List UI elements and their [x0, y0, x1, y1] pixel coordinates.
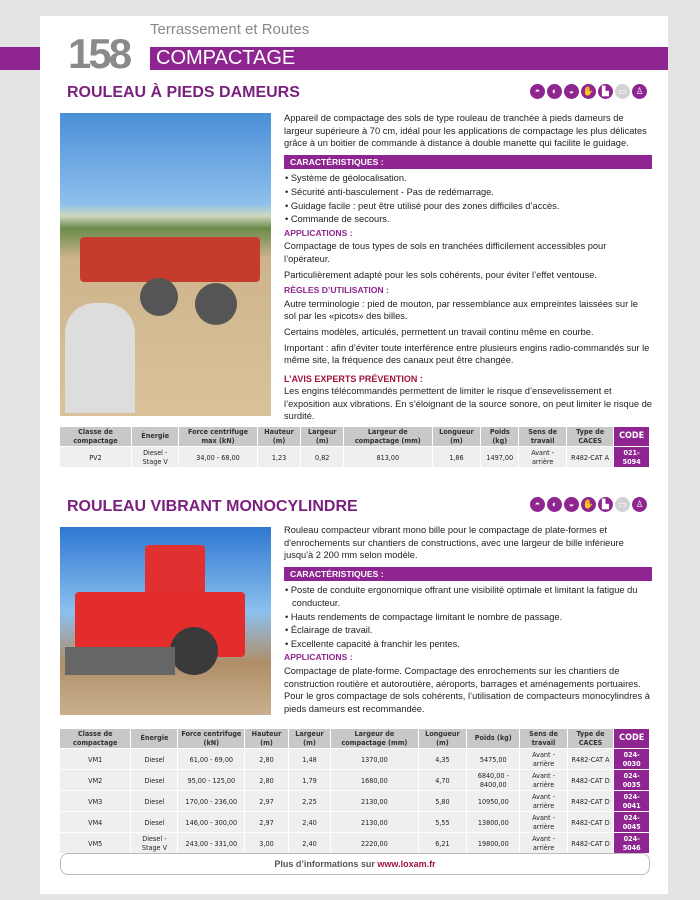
table-cell: 2,25	[288, 791, 330, 812]
table-cell: R482-CAT A	[567, 447, 614, 468]
product-code: 024-0035	[614, 770, 650, 791]
column-header: Type de CACES	[567, 729, 614, 749]
boots-icon: ▙	[598, 497, 613, 512]
column-header: Largeur de compactage (mm)	[344, 427, 432, 447]
table-cell: 4,70	[418, 770, 467, 791]
spec-table	[60, 729, 650, 853]
column-header: Largeur (m)	[301, 427, 344, 447]
safety-icons	[530, 497, 647, 512]
product-code: 024-0030	[614, 749, 650, 770]
column-header: Énergie	[131, 729, 178, 749]
table-cell: Avant - arrière	[520, 812, 567, 833]
application-text: Compactage de tous types de sols en tranchées difficilement accessibles pour l’opérateur.	[284, 241, 607, 264]
feature-item: • Guidage facile : peut être utilisé pour des zones difficiles d’accès.	[284, 200, 652, 213]
column-header: Longueur (m)	[418, 729, 467, 749]
table-cell: 1,48	[288, 749, 330, 770]
table-cell: Avant - arrière	[519, 447, 567, 468]
footer	[60, 853, 650, 875]
table-cell: Diesel - Stage V	[132, 447, 179, 468]
vest-icon: ♙	[632, 84, 647, 99]
table-row	[60, 791, 650, 812]
table-cell: Avant - arrière	[520, 749, 567, 770]
category-title: Terrassement et Routes	[150, 21, 310, 38]
helmet-icon: ◒	[564, 497, 579, 512]
table-cell: Avant - arrière	[520, 833, 567, 854]
table-cell: Diesel - Stage V	[131, 833, 178, 854]
table-cell: 1370,00	[331, 749, 418, 770]
product-code: 024-0045	[614, 812, 650, 833]
website-link[interactable]: www.loxam.fr	[377, 859, 436, 869]
table-cell: 4,35	[418, 749, 467, 770]
table-cell: 61,00 - 69,00	[178, 749, 245, 770]
table-cell: 2,80	[245, 749, 289, 770]
table-cell: 3,00	[245, 833, 289, 854]
table-cell: Avant - arrière	[520, 791, 567, 812]
mask-icon: ◐	[547, 497, 562, 512]
table-cell: 243,00 - 331,00	[178, 833, 245, 854]
column-header: Longueur (m)	[432, 427, 481, 447]
column-header: Largeur de compactage (mm)	[331, 729, 418, 749]
table-cell: 146,00 - 300,00	[178, 812, 245, 833]
gloves-icon: ✋	[581, 84, 596, 99]
table-cell: VM1	[60, 749, 131, 770]
column-header: Force centrifuge max (kN)	[179, 427, 257, 447]
product-title: ROULEAU VIBRANT MONOCYLINDRE	[67, 498, 358, 515]
table-cell: 2,97	[245, 791, 289, 812]
column-header: Hauteur (m)	[257, 427, 301, 447]
rule-text: Autre terminologie : pied de mouton, par ressemblance aux empreintes laissées sur le sol par les «picots» des billes.	[284, 298, 638, 322]
product-photo	[60, 113, 271, 416]
accent-band	[0, 47, 40, 70]
table-cell: 1,79	[288, 770, 330, 791]
table-cell: Diesel	[131, 791, 178, 812]
table-cell: 6,21	[418, 833, 467, 854]
gloves-icon: ✋	[581, 497, 596, 512]
column-header: Poids (kg)	[467, 729, 520, 749]
table-cell: R482-CAT D	[567, 833, 614, 854]
table-row	[60, 447, 650, 468]
product-code: 021-5094	[614, 447, 650, 468]
column-header: Classe de compactage	[60, 427, 132, 447]
column-header: Force centrifuge (kN)	[178, 729, 245, 749]
column-header: Classe de compactage	[60, 729, 131, 749]
table-cell: Diesel	[131, 812, 178, 833]
table-cell: 2130,00	[331, 791, 418, 812]
feature-item: • Éclairage de travail.	[284, 624, 652, 637]
table-cell: 170,00 - 236,00	[178, 791, 245, 812]
application-text: Particulièrement adapté pour les sols cohérents, pour éviter l’effet ventouse.	[284, 269, 597, 280]
ear-protection-icon: ◓	[530, 497, 545, 512]
section-title: COMPACTAGE	[150, 47, 668, 70]
page-number: 158	[68, 30, 130, 77]
feature-item: • Sécurité anti-basculement - Pas de redémarrage.	[284, 186, 652, 199]
boots-icon: ▙	[598, 84, 613, 99]
goggles-icon: ▭	[615, 497, 630, 512]
feature-item: • Commande de secours.	[284, 213, 652, 226]
table-cell: R482-CAT D	[567, 770, 614, 791]
table-cell: 1497,00	[481, 447, 519, 468]
product-details	[284, 524, 652, 718]
mask-icon: ◐	[547, 84, 562, 99]
feature-item: • Excellente capacité à franchir les pentes.	[284, 638, 652, 651]
product-code: 024-5046	[614, 833, 650, 854]
table-cell: 1,23	[257, 447, 301, 468]
product-photo	[60, 527, 271, 715]
rule-text: Certains modèles, articulés, permettent un travail continu même en courbe.	[284, 326, 594, 337]
column-header: Type de CACES	[567, 427, 614, 447]
table-cell: 0,82	[301, 447, 344, 468]
table-row	[60, 770, 650, 791]
column-header: Énergie	[132, 427, 179, 447]
vest-icon: ♙	[632, 497, 647, 512]
column-header: CODE	[614, 729, 650, 749]
description: Rouleau compacteur vibrant mono bille pour le compactage de plate-formes et d'enrochements sur chantiers de constructions, avec une largeur de bille inférieure jusqu'à 2 200 mm selon modèle.	[284, 525, 624, 561]
applications-heading: APPLICATIONS :	[284, 652, 353, 663]
table-cell: 6840,00 - 8400,00	[467, 770, 520, 791]
table-cell: VM2	[60, 770, 131, 791]
table-row	[60, 749, 650, 770]
ear-protection-icon: ◓	[530, 84, 545, 99]
table-cell: 2130,00	[331, 812, 418, 833]
table-cell: VM4	[60, 812, 131, 833]
table-row	[60, 833, 650, 854]
feature-item: • Poste de conduite ergonomique offrant une visibilité optimale et limitant la fatigue du conducteur.	[284, 584, 652, 609]
table-cell: 10950,00	[467, 791, 520, 812]
table-cell: 1680,00	[331, 770, 418, 791]
table-cell: 5475,00	[467, 749, 520, 770]
column-header: Sens de travail	[520, 729, 567, 749]
table-cell: 5,55	[418, 812, 467, 833]
product-code: 024-0041	[614, 791, 650, 812]
table-cell: R482-CAT D	[567, 791, 614, 812]
application-text: Compactage de plate-forme. Compactage des enrochements sur les chantiers de construction routière et autoroutière, aéroports, barrages et aménagements portuaires. Pour le gros compactage de sols cohérents, l’utilisation de compacteurs monocylindres à pieds dameurs est recommandée.	[284, 665, 650, 714]
table-cell: 2,97	[245, 812, 289, 833]
applications-heading: APPLICATIONS :	[284, 227, 353, 238]
rule-text: Important : afin d’éviter toute interférence entre plusieurs engins radio-commandés sur le même site, la fréquence des canaux peut être changée.	[284, 342, 650, 366]
experts-heading: L’AVIS EXPERTS PRÉVENTION :	[284, 373, 423, 384]
table-cell: 5,80	[418, 791, 467, 812]
table-cell: 2,80	[245, 770, 289, 791]
table-cell: 1,86	[432, 447, 481, 468]
table-cell: PV2	[60, 447, 132, 468]
table-cell: Diesel	[131, 770, 178, 791]
table-cell: 19800,00	[467, 833, 520, 854]
feature-item: • Système de géolocalisation.	[284, 172, 652, 185]
column-header: Poids (kg)	[481, 427, 519, 447]
goggles-icon: ▭	[615, 84, 630, 99]
table-cell: 2,40	[288, 812, 330, 833]
column-header: CODE	[614, 427, 650, 447]
experts-text: Les engins télécommandés permettent de limiter le risque d’ensevelissement et l’exposition aux vibrations. En s’éloignant de la source sonore, on peut limiter le risque de surdité.	[284, 386, 652, 422]
table-cell: VM3	[60, 791, 131, 812]
table-cell: R482-CAT A	[567, 749, 614, 770]
safety-icons	[530, 84, 647, 99]
column-header: Sens de travail	[519, 427, 567, 447]
rules-heading: RÈGLES D’UTILISATION :	[284, 285, 389, 296]
table-cell: Avant - arrière	[520, 770, 567, 791]
column-header: Hauteur (m)	[245, 729, 289, 749]
table-cell: 95,00 - 125,00	[178, 770, 245, 791]
table-cell: Diesel	[131, 749, 178, 770]
table-cell: 2,40	[288, 833, 330, 854]
product-title: ROULEAU À PIEDS DAMEURS	[67, 84, 300, 101]
table-cell: VM5	[60, 833, 131, 854]
table-cell: R482-CAT D	[567, 812, 614, 833]
product-details	[284, 112, 652, 426]
feature-item: • Hauts rendements de compactage limitant le nombre de passage.	[284, 611, 652, 624]
column-header: Largeur (m)	[288, 729, 330, 749]
features-heading: CARACTÉRISTIQUES :	[284, 567, 652, 582]
description: Appareil de compactage des sols de type rouleau de tranchée à pieds dameurs de largeur supérieure à 70 cm, idéal pour les applications de compactage les plus délicates grâce à un boitier de commande à distance à double manette qui facilite le guidage.	[284, 113, 647, 149]
table-cell: 813,00	[344, 447, 432, 468]
table-cell: 13800,00	[467, 812, 520, 833]
table-cell: 34,00 - 68,00	[179, 447, 257, 468]
spec-table	[60, 427, 650, 467]
footer-text: Plus d’informations sur	[274, 859, 378, 869]
features-heading: CARACTÉRISTIQUES :	[284, 155, 652, 170]
table-row	[60, 812, 650, 833]
table-cell: 2220,00	[331, 833, 418, 854]
helmet-icon: ◒	[564, 84, 579, 99]
